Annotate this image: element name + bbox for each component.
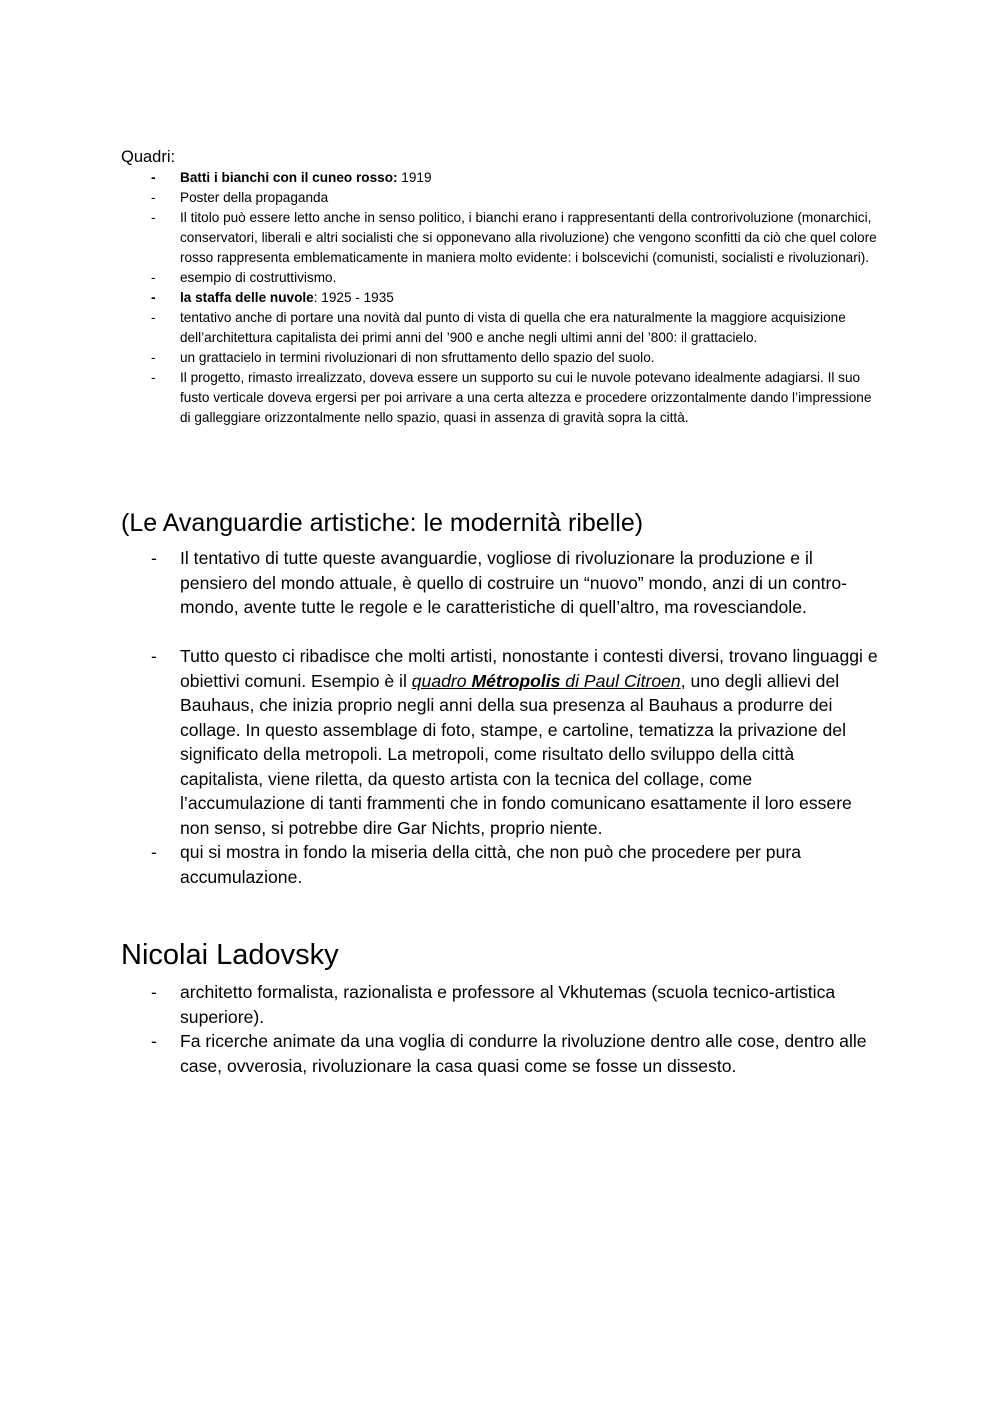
list-item [121, 348, 881, 368]
item-text: esempio di costruttivismo. [180, 270, 337, 285]
item-text: Tutto questo ci ribadisce che molti artisti, nonostante i contesti diversi, trovano linguaggi e obiettivi comuni. Esempio è il [180, 646, 878, 691]
bullet-dash: - [151, 350, 156, 365]
list-item [121, 546, 881, 620]
item-text: Fa ricerche animate da una voglia di condurre la rivoluzione dentro alle cose, dentro alle case, ovverosia, rivoluzionare la casa quasi come se fosse un dissesto. [180, 1031, 867, 1076]
list-item [121, 188, 881, 208]
bullet-dash: - [151, 982, 157, 1002]
metropolis-link[interactable] [412, 671, 681, 691]
link-text: di Paul Citroen [560, 670, 681, 691]
item-text: tentativo anche di portare una novità dal punto di vista di quella che era naturalmente la maggiore acquisizione dell’architettura capitalista dei primi anni del ’900 e anche negli ultimi anni del ’800: il grattacielo. [180, 310, 846, 345]
item-text: un grattacielo in termini rivoluzionari di non sfruttamento dello spazio del suolo. [180, 350, 655, 365]
item-text: Il tentativo di tutte queste avanguardie, vogliose di rivoluzionare la produzione e il pensiero del mondo attuale, è quello di costruire un “nuovo” mondo, anzi di un contro-mondo, avente tutte le regole e le caratteristiche di quell’altro, ma rovesciandole. [180, 548, 848, 617]
item-text: Poster della propaganda [180, 190, 329, 205]
bullet-dash: - [151, 210, 156, 225]
item-text: : 1925 - 1935 [313, 290, 394, 305]
item-bold: Batti i bianchi con il cuneo rosso: [180, 170, 398, 185]
bullet-dash: - [151, 270, 156, 285]
link-bold-text: Métropolis [471, 670, 561, 691]
list-item [121, 644, 881, 840]
item-text: 1919 [397, 170, 432, 185]
link-text: quadro [411, 670, 472, 691]
bullet-dash: - [151, 310, 156, 325]
list-item [121, 308, 881, 348]
list-item [121, 288, 881, 308]
list-item [121, 168, 881, 188]
list-item [121, 208, 881, 268]
quadri-section [121, 146, 881, 428]
list-item [121, 268, 881, 288]
bullet-dash: - [151, 370, 156, 385]
list-item [121, 1029, 881, 1078]
item-text: Il titolo può essere letto anche in senso politico, i bianchi erano i rappresentanti della controrivoluzione (monarchici, conservatori, liberali e altri socialisti che si opponevano alla rivoluzione) che vengono sconfitti da ciò che quel colore rosso rappresenta emblematicamente in maniera molto evidente: i bolscevichi (comunisti, socialisti e rivoluzionari). [180, 210, 877, 265]
avanguardie-heading: (Le Avanguardie artistiche: le modernità ribelle) [121, 509, 644, 537]
list-item [121, 368, 881, 428]
ladovsky-heading: Nicolai Ladovsky [121, 939, 339, 971]
bullet-dash: - [151, 548, 157, 568]
list-item [121, 840, 881, 889]
bullet-dash: - [151, 170, 156, 185]
item-text: , uno degli allievi del Bauhaus, che inizia proprio negli anni della sua presenza al Bauhaus a produrre dei collage. In questo assemblage di foto, stampe, e cartoline, tematizza la privazione del significato della metropoli. La metropoli, come risultato dello sviluppo della città capitalista, viene riletta, da questo artista con la tecnica del collage, come l’accumulazione di tanti frammenti che in fondo comunicano esattamente il loro essere non senso, si potrebbe dire Gar Nichts, proprio niente. [180, 670, 852, 838]
bullet-dash: - [151, 646, 157, 666]
item-text: qui si mostra in fondo la miseria della città, che non può che procedere per pura accumulazione. [180, 842, 802, 887]
list-spacer [121, 620, 881, 645]
bullet-dash: - [151, 190, 156, 205]
item-text: architetto formalista, razionalista e professore al Vkhutemas (scuola tecnico-artistica superiore). [180, 982, 836, 1027]
bullet-dash: - [151, 842, 157, 862]
bullet-dash: - [151, 1031, 157, 1051]
list-item [121, 980, 881, 1029]
bullet-dash: - [151, 290, 156, 305]
quadri-label: Quadri: [121, 148, 176, 166]
quadri-list [121, 168, 881, 428]
avanguardie-section [121, 546, 881, 889]
avanguardie-list [121, 546, 881, 889]
item-text: Il progetto, rimasto irrealizzato, doveva essere un supporto su cui le nuvole potevano idealmente adagiarsi. Il suo fusto verticale doveva ergersi per poi arrivare a una certa altezza e procedere orizzontalmente dando l’impressione di galleggiare orizzontalmente nello spazio, quasi in assenza di gravità sopra la città. [180, 370, 872, 425]
item-bold: la staffa delle nuvole [180, 290, 314, 305]
ladovsky-section [121, 980, 881, 1078]
ladovsky-list [121, 980, 881, 1078]
